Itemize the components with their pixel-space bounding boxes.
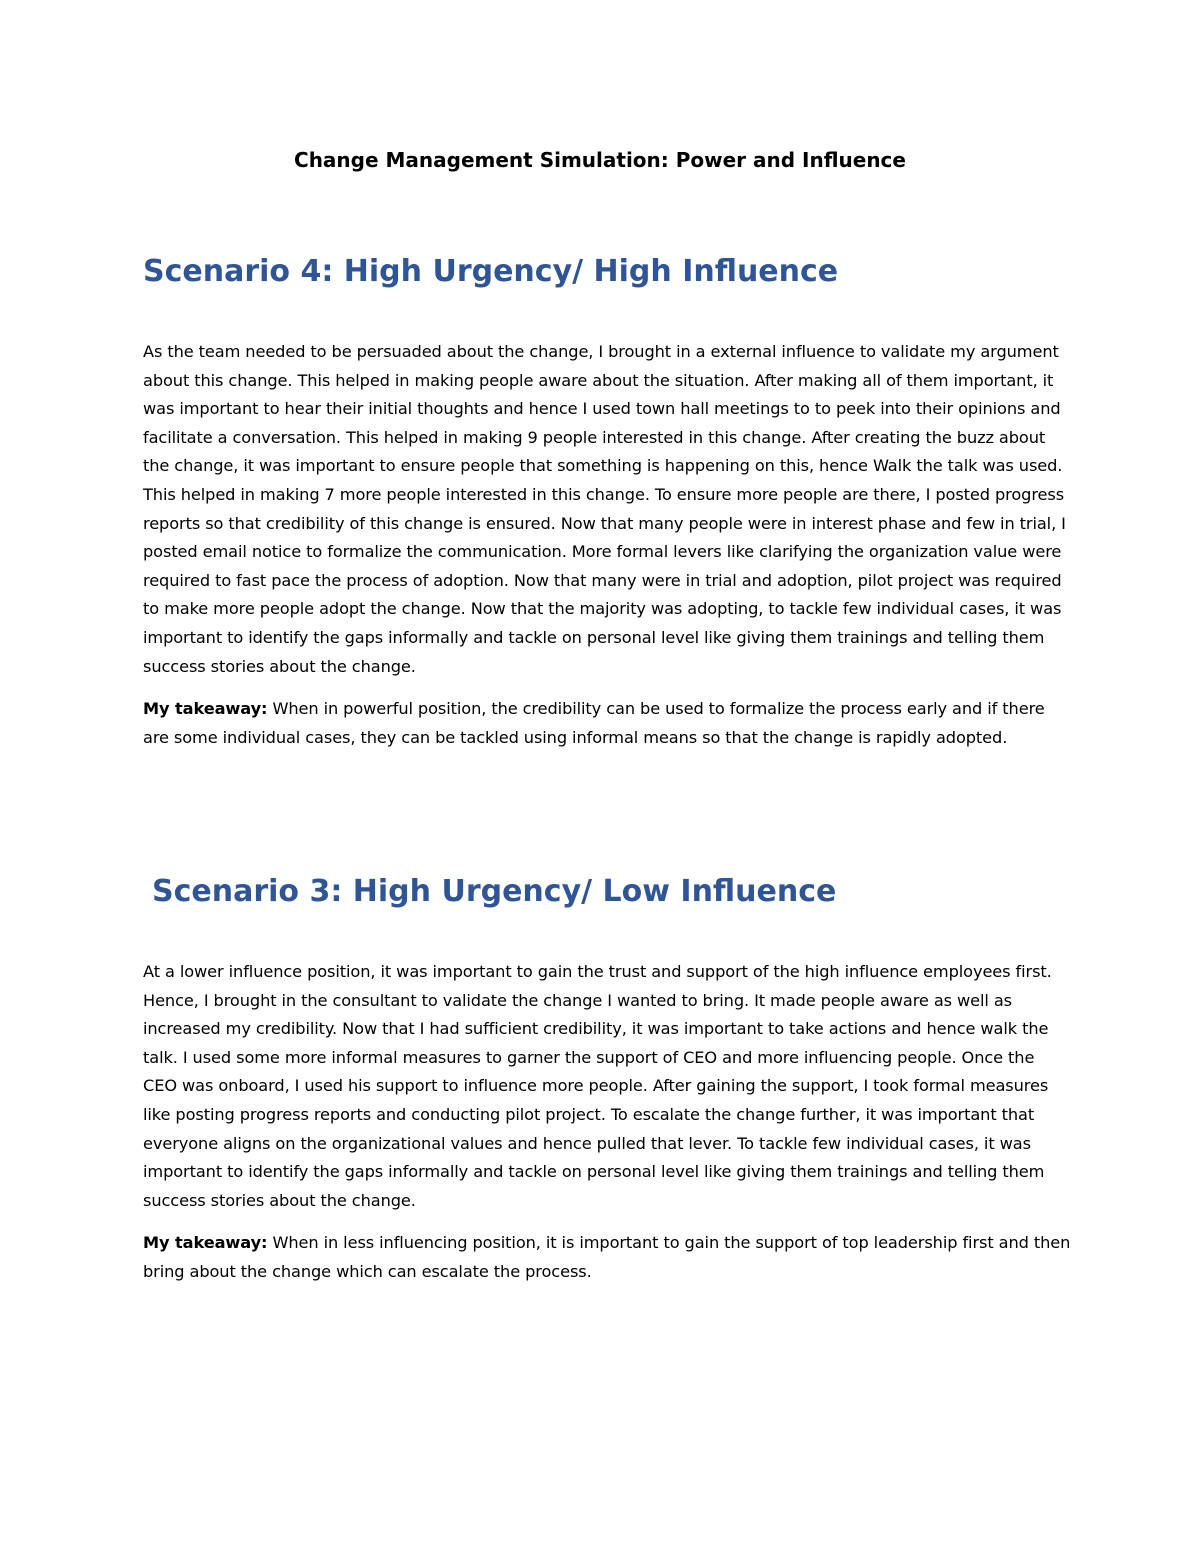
scenario-4-section [143,252,1073,752]
takeaway-label: My takeaway: [143,699,268,719]
takeaway-label: My takeaway: [143,1233,268,1253]
scenario-4-heading: Scenario 4: High Urgency/ High Influence [143,254,839,289]
takeaway-text: When in less influencing position, it is important to gain the support of top leadership first and then bring about the change which can escalate the process. [143,1233,1071,1281]
takeaway-text: When in powerful position, the credibility can be used to formalize the process early and if there are some individual cases, they can be tackled using informal means so that the change is rapidly adopted. [143,699,1045,747]
scenario-4-body: As the team needed to be persuaded about the change, I brought in a external influence to validate my argument about this change. This helped in making people aware about the situation. After making all of them important, it was important to hear their initial thoughts and hence I used town hall meetings to to peek into their opinions and facilitate a conversation. This helped in making 9 people interested in this change. After creating the buzz about the change, it was important to ensure people that something is happening on this, hence Walk the talk was used. This helped in making 7 more people interested in this change. To ensure more people are there, I posted progress reports so that credibility of this change is ensured. Now that many people were in interest phase and few in trial, I posted email notice to formalize the communication. More formal levers like clarifying the organization value were required to fast pace the process of adoption. Now that many were in trial and adoption, pilot project was required to make more people adopt the change. Now that the majority was adopting, to tackle few individual cases, it was important to identify the gaps informally and tackle on personal level like giving them trainings and telling them success stories about the change. [143,342,1066,676]
scenario-3-section [143,872,1073,1287]
scenario-3-takeaway [143,1229,1073,1286]
scenario-3-heading: Scenario 3: High Urgency/ Low Influence [152,874,837,909]
document-title: Change Management Simulation: Power and Influence [294,148,906,172]
scenario-3-body: At a lower influence position, it was important to gain the trust and support of the high influence employees first. Hence, I brought in the consultant to validate the change I wanted to bring. It made people aware as well as increased my credibility. Now that I had sufficient credibility, it was important to take actions and hence walk the talk. I used some more informal measures to garner the support of CEO and more influencing people. Once the CEO was onboard, I used his support to influence more people. After gaining the support, I took formal measures like posting progress reports and conducting pilot project. To escalate the change further, it was important that everyone aligns on the organizational values and hence pulled that lever. To tackle few individual cases, it was important to identify the gaps informally and tackle on personal level like giving them trainings and telling them success stories about the change. [143,962,1052,1210]
scenario-4-takeaway [143,695,1073,752]
